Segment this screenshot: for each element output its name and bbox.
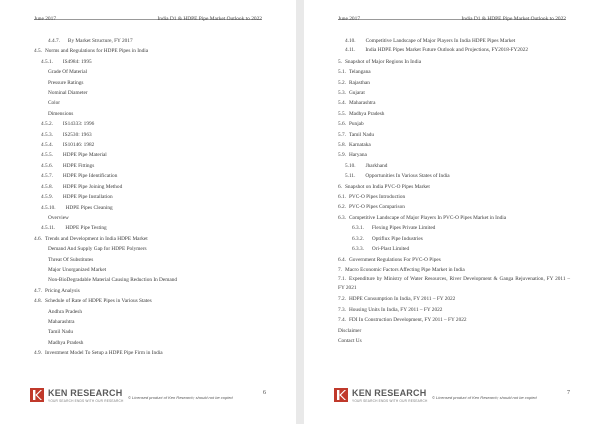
page-header	[338, 16, 566, 20]
toc-entry-title: Norms and Regulations for HDPE Pipes in India	[44, 48, 149, 55]
toc-entry	[338, 223, 570, 233]
logo-brand-text: KEN RESEARCH	[352, 388, 427, 398]
toc-entry	[338, 150, 570, 160]
toc-entry-number: 7.4.	[338, 317, 346, 324]
toc-entry	[338, 305, 570, 315]
toc-entry	[34, 203, 266, 213]
toc-entry	[338, 161, 570, 171]
toc-entry	[34, 234, 266, 244]
toc-entry-number: 6.3.1.	[352, 225, 364, 232]
toc-entry-title: HDPE Pipe Material	[62, 152, 107, 159]
toc-entry	[338, 57, 570, 67]
toc-entry-title: Schedule of Rate of HDPE Pipes in Various States	[44, 298, 152, 305]
toc-entry	[338, 171, 570, 181]
header-date: June 2017	[338, 16, 361, 22]
toc-entry-number: 4.5.	[34, 48, 42, 55]
logo-brand-text: KEN RESEARCH	[48, 388, 123, 398]
toc-entry-title: Ori-Plast Limited	[371, 246, 410, 253]
toc-entry	[338, 98, 570, 108]
toc-entry	[34, 275, 266, 285]
toc-entry-number: 4.5.1.	[41, 58, 53, 65]
toc-entry-number: 4.8.	[34, 298, 42, 305]
toc-entry-number: 5.4.	[338, 100, 346, 107]
toc-entry	[34, 244, 266, 254]
toc-entry	[338, 275, 570, 292]
toc-entry-number: 4.10.	[345, 38, 356, 44]
toc-entry	[34, 192, 266, 202]
toc-entry-title: Punjab	[348, 121, 364, 128]
toc-entry-number: 4.5.2.	[41, 121, 53, 128]
toc-entry-number: 4.4.7.	[48, 38, 60, 44]
toc-entry-title: Jharkhand	[365, 162, 388, 169]
toc-entry-title: Disclaimer	[338, 327, 362, 334]
document-page-right	[304, 0, 600, 424]
toc-entry-title: HDPE Consumption In India, FY 2011 – FY 2022	[348, 296, 456, 303]
toc-entry-number: 4.6.	[34, 235, 42, 242]
toc-entry	[34, 182, 266, 192]
toc-entry-title: IS14333: 1996	[62, 121, 95, 128]
toc-entry-title: Snapshot of Major Regions In India	[344, 58, 422, 65]
ken-research-logo-icon	[334, 388, 348, 402]
toc-entry-number: 4.5.6.	[41, 162, 53, 169]
copyright-notice: © Licensed product of Ken Research; should not be copied	[128, 395, 233, 400]
toc-entry	[34, 255, 266, 265]
header-title: India D1 & HDPE Pipe Market Outlook to 2022	[157, 16, 262, 22]
toc-entry-title: Andhra Pradesh	[48, 308, 82, 315]
ken-research-logo	[334, 386, 444, 410]
document-page-left	[0, 0, 296, 424]
toc-entry-title: Demand And Supply Gap for HDPE Polymers	[48, 246, 147, 253]
toc-entry-title: HDPE Fittings	[62, 162, 95, 169]
logo-tagline: YOUR SEARCH ENDS WITH OUR RESEARCH	[352, 399, 428, 403]
toc-entry-number: 4.7.	[34, 287, 42, 294]
toc-entry-title: Gujarat	[348, 90, 365, 97]
toc-entry	[338, 244, 570, 254]
toc-entry-number: 6.4.	[338, 256, 346, 263]
toc-entry-number: 5.11.	[345, 173, 356, 180]
toc-entry-title: By Market Structure, FY 2017	[67, 38, 133, 44]
toc-entry	[34, 338, 266, 348]
page-footer	[334, 386, 570, 412]
toc-entry-title: PVC-O Pipes Introduction	[348, 194, 406, 201]
toc-entry	[34, 78, 266, 88]
toc-entry-title: IS2530: 1963	[62, 131, 92, 138]
toc-entry-number: 6.	[338, 183, 342, 190]
toc-entry-number: 4.5.8.	[41, 183, 53, 190]
toc-entry-number: 4.5.4.	[41, 142, 53, 149]
toc-entry-number: 6.3.3.	[352, 246, 364, 253]
toc-entry-title: Major Unorganized Market	[48, 266, 107, 273]
toc-entry-number: 4.5.3.	[41, 131, 53, 138]
toc-entry-title: Haryana	[348, 152, 367, 159]
toc-entry	[34, 327, 266, 337]
toc-entry-number: 4.5.10.	[41, 204, 56, 211]
toc-entry-title: Government Regulations For PVC-O Pipes	[348, 256, 441, 263]
toc-entry	[338, 213, 570, 223]
toc-entry-title: Opportunities In Various States of India	[365, 173, 450, 180]
toc-entry-title: HDPE Pipes Cleaning	[65, 204, 113, 211]
toc-entry-number: 5.5.	[338, 110, 346, 117]
toc-entry-title: Non-BioDegradable Material Causing Reduction In Demand	[48, 277, 178, 284]
toc-entry	[34, 119, 266, 129]
toc-entry-number: 5.8.	[338, 142, 346, 149]
toc-entry	[34, 213, 266, 223]
toc-entry	[338, 336, 570, 346]
toc-entry-number: 4.9.	[34, 350, 42, 357]
toc-entry-title: HDPE Pipe Testing	[65, 225, 107, 232]
toc-entry-number: 5.10.	[345, 162, 356, 169]
toc-entry	[338, 255, 570, 265]
toc-entry-number: 6.3.	[338, 214, 346, 221]
toc-entry-title: Expenditure by Ministry of Water Resources, River Development & Ganga Rejuvenation, FY 2011 – FY 2021	[338, 276, 570, 291]
toc-entry-number: 4.5.5.	[41, 152, 53, 159]
ken-research-logo-icon	[30, 388, 44, 402]
toc-entry-title: Telangana	[348, 69, 371, 76]
toc-entry	[338, 192, 570, 202]
toc-entry	[34, 161, 266, 171]
toc-entry	[338, 130, 570, 140]
toc-entry	[34, 36, 266, 46]
toc-entry-title: Maharashtra	[48, 318, 75, 325]
toc-entry	[338, 109, 570, 119]
toc-entry-number: 7.	[338, 266, 342, 273]
toc-entry-title: Trends and Development in India HDPE Market	[44, 235, 148, 242]
toc-entry-title: HDPE Pipe Joining Method	[62, 183, 123, 190]
toc-entry	[338, 202, 570, 212]
table-of-contents	[338, 36, 570, 346]
toc-entry	[34, 296, 266, 306]
toc-entry	[338, 67, 570, 77]
toc-entry-title: FDI In Construction Development, FY 2011 – FY 2022	[348, 317, 467, 324]
toc-entry-number: 5.7.	[338, 131, 346, 138]
toc-entry-title: Snapshot on India PVC-O Pipes Market	[344, 183, 430, 190]
toc-entry-title: HDPE Pipe Identification	[62, 173, 118, 180]
toc-entry	[338, 234, 570, 244]
toc-entry-title: Macro Economic Factors Affecting Pipe Market in India	[344, 266, 465, 273]
toc-entry-title: Dimensions	[48, 110, 74, 117]
toc-entry	[34, 150, 266, 160]
toc-entry-title: Competitive Landscape of Major Players In India HDPE Pipes Market	[365, 38, 516, 44]
toc-entry-number: 4.11.	[345, 47, 356, 54]
toc-entry	[34, 140, 266, 150]
toc-entry	[34, 98, 266, 108]
toc-entry-title: PVC-O Pipes Comparison	[348, 204, 405, 211]
toc-entry-number: 6.3.2.	[352, 235, 364, 242]
toc-entry-number: 4.5.9.	[41, 194, 53, 201]
header-date: June 2017	[34, 16, 57, 22]
header-title: India D1 & HDPE Pipe Market Outlook to 2022	[461, 16, 566, 22]
toc-entry-title: Competitive Landscape of Major Players In PVC-O Pipes Market in India	[348, 214, 507, 221]
toc-entry-title: Maharashtra	[348, 100, 376, 107]
page-footer	[30, 386, 266, 412]
table-of-contents	[34, 36, 266, 359]
toc-entry	[34, 223, 266, 233]
toc-entry	[34, 109, 266, 119]
toc-entry	[338, 140, 570, 150]
toc-entry-title: Overview	[48, 214, 69, 221]
toc-entry	[34, 317, 266, 327]
toc-entry-title: Housing Units In India, FY 2011 – FY 2022	[348, 306, 443, 313]
toc-entry-number: 6.1.	[338, 194, 346, 201]
toc-entry	[338, 119, 570, 129]
ken-research-logo	[30, 386, 140, 410]
toc-entry	[34, 307, 266, 317]
toc-entry-number: 6.2.	[338, 204, 346, 211]
toc-entry	[338, 315, 570, 325]
toc-entry-title: Pressure Ratings	[48, 79, 84, 86]
copyright-notice: © Licensed product of Ken Research; should not be copied	[432, 395, 537, 400]
toc-entry	[338, 294, 570, 304]
toc-entry-title: Rajasthan	[348, 79, 370, 86]
toc-entry	[338, 88, 570, 98]
toc-entry-title: India HDPE Pipes Market Future Outlook and Projections, FY2018-FY2022	[365, 47, 528, 54]
toc-entry-title: Contact Us	[338, 337, 362, 344]
toc-entry-title: Flexing Pipes Private Limited	[371, 225, 436, 232]
toc-entry	[338, 326, 570, 336]
toc-entry-title: Grade Of Material	[48, 69, 88, 76]
page-number: 7	[567, 390, 570, 396]
toc-entry-title: Optiflux Pipe Industries	[371, 235, 423, 242]
page-number: 6	[263, 390, 266, 396]
toc-entry	[34, 348, 266, 358]
toc-entry-number: 5.	[338, 58, 342, 65]
toc-entry-title: Tamil Nadu	[348, 131, 375, 138]
toc-entry-title: Investment Model To Setup a HDPE Pipe Firm in India	[44, 350, 163, 357]
toc-entry-title: Color	[48, 100, 61, 107]
toc-entry-title: Nominal Diameter	[48, 90, 88, 97]
toc-entry-title: Pricing Analysis	[44, 287, 80, 294]
toc-entry-number: 7.3.	[338, 306, 346, 313]
toc-entry-number: 4.5.7.	[41, 173, 53, 180]
page-header	[34, 16, 262, 20]
toc-entry-title: IS10146: 1982	[62, 142, 95, 149]
toc-entry-title: Madhya Pradesh	[348, 110, 385, 117]
toc-entry-title: HDPE Pipe Installation	[62, 194, 113, 201]
toc-entry	[338, 265, 570, 275]
toc-entry	[338, 46, 570, 55]
toc-entry-title: IS4984: 1995	[62, 58, 92, 65]
toc-entry-title: Tamil Nadu	[48, 329, 74, 336]
toc-entry	[34, 67, 266, 77]
toc-entry	[34, 130, 266, 140]
toc-entry-title: Threat Of Substitutes	[48, 256, 94, 263]
toc-entry	[34, 265, 266, 275]
toc-entry	[34, 171, 266, 181]
toc-entry	[34, 88, 266, 98]
toc-entry-number: 7.1.	[338, 276, 346, 283]
toc-entry-number: 5.6.	[338, 121, 346, 128]
toc-entry-number: 5.2.	[338, 79, 346, 86]
logo-tagline: YOUR SEARCH ENDS WITH OUR RESEARCH	[48, 399, 124, 403]
toc-entry	[34, 286, 266, 296]
toc-entry-number: 4.5.11.	[41, 225, 56, 232]
toc-entry-number: 5.9.	[338, 152, 346, 159]
toc-entry	[338, 78, 570, 88]
toc-entry	[338, 182, 570, 192]
toc-entry	[34, 57, 266, 67]
toc-entry-title: Karnataka	[348, 142, 371, 149]
toc-entry	[338, 36, 570, 46]
toc-entry	[34, 46, 266, 56]
toc-entry-title: Madhya Pradesh	[48, 339, 84, 346]
toc-entry-number: 5.1.	[338, 69, 346, 76]
toc-entry-number: 7.2.	[338, 296, 346, 303]
toc-entry-number: 5.3.	[338, 90, 346, 97]
